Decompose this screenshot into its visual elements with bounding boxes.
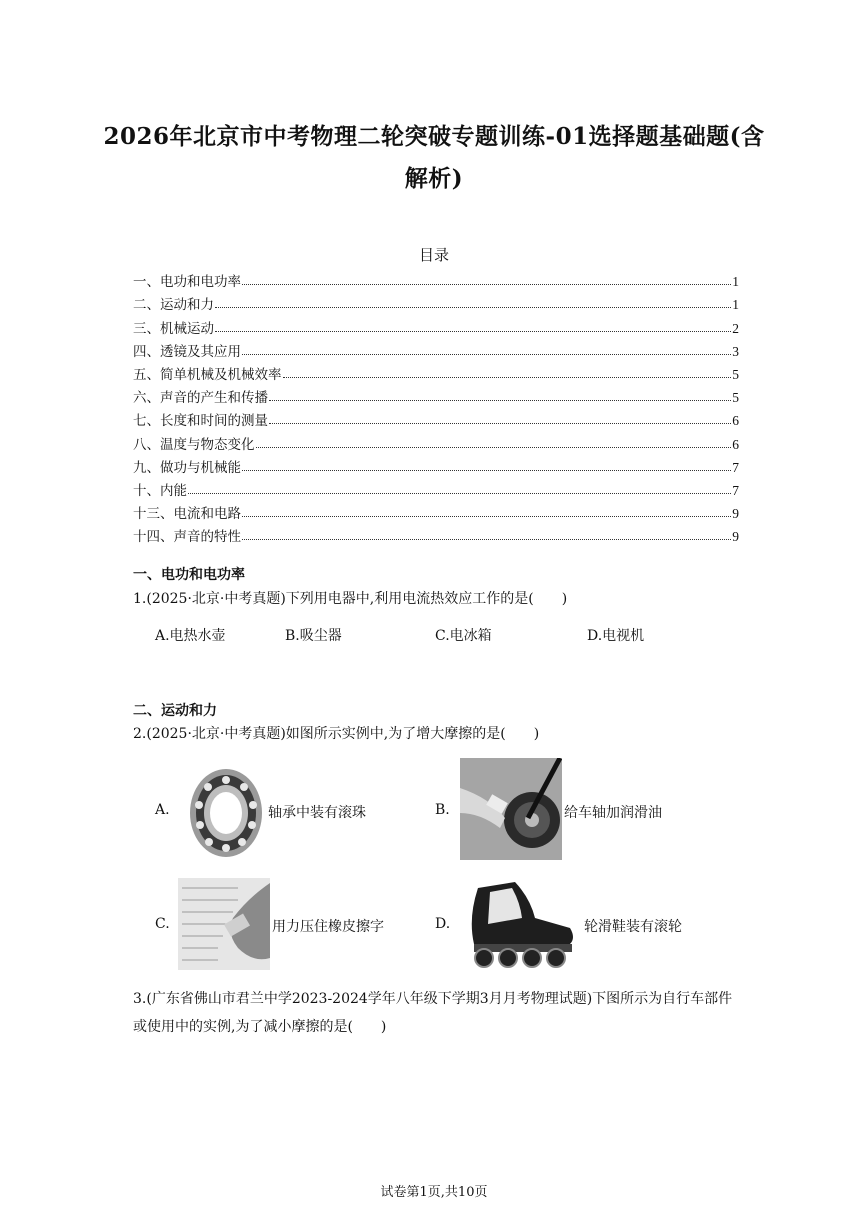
q2-option-d-text: 轮滑鞋装有滚轮 [584,919,682,935]
question-1-stem: 1.(2025·北京·中考真题)下列用电器中,利用电流热效应工作的是( ) [133,591,568,607]
toc-page-number: 3 [732,343,739,359]
toc-row[interactable] [133,383,739,406]
toc-label: 五、简单机械及机械效率 [133,366,282,383]
toc-label: 四、透镜及其应用 [133,343,241,360]
toc-label: 十四、声音的特性 [133,529,241,546]
table-of-contents [133,267,739,545]
roller-skate-illustration [460,878,580,970]
toc-leader-dots [188,492,731,494]
bearing-illustration [182,763,264,861]
toc-leader-dots [242,469,731,471]
toc-row[interactable] [133,406,739,429]
toc-page-number: 5 [732,390,739,406]
q2-option-b-text: 给车轴加润滑油 [564,805,662,821]
toc-leader-dots [242,353,731,355]
doc-title-line1: 2026年北京市中考物理二轮突破专题训练-01选择题基础题(含 [103,123,765,150]
toc-leader-dots [242,283,731,285]
toc-label: 二、运动和力 [133,297,214,314]
toc-row[interactable] [133,290,739,313]
toc-page-number: 7 [732,482,739,498]
bike-axle-illustration [460,758,562,860]
toc-leader-dots [215,306,731,308]
q2-option-d-letter: D. [435,916,451,932]
section-heading-2: 二、运动和力 [133,703,217,719]
toc-row[interactable] [133,337,739,360]
q2-option-c-text: 用力压住橡皮擦字 [272,919,384,935]
toc-row[interactable] [133,267,739,290]
question-2-stem: 2.(2025·北京·中考真题)如图所示实例中,为了增大摩擦的是( ) [133,726,540,742]
q1-option-a: A.电热水壶 [155,628,226,644]
toc-row[interactable] [133,429,739,452]
q1-option-b: B.吸尘器 [285,628,342,644]
toc-label: 六、声音的产生和传播 [133,390,268,407]
toc-label: 九、做功与机械能 [133,459,241,476]
toc-leader-dots [242,515,731,517]
toc-row[interactable] [133,499,739,522]
toc-leader-dots [269,422,731,424]
toc-row[interactable] [133,360,739,383]
toc-page-number: 7 [732,459,739,475]
page-footer: 试卷第1页,共10页 [380,1185,488,1200]
toc-row[interactable] [133,522,739,545]
roller-skate-image [460,878,580,970]
q2-option-c-letter: C. [155,916,170,932]
section-heading-1: 一、电功和电功率 [133,567,245,583]
toc-page-number: 6 [732,436,739,452]
doc-title-line2: 解析) [404,165,464,192]
toc-heading: 目录 [418,246,449,264]
toc-label: 十三、电流和电路 [133,506,241,523]
toc-leader-dots [269,399,731,401]
toc-page-number: 9 [732,506,739,522]
toc-row[interactable] [133,313,739,336]
toc-page-number: 6 [732,413,739,429]
toc-row[interactable] [133,453,739,476]
q2-option-a-letter: A. [155,802,170,818]
bike-axle-oil-image [460,758,562,860]
q2-option-a-text: 轴承中装有滚珠 [268,805,366,821]
toc-page-number: 1 [732,297,739,313]
toc-label: 七、长度和时间的测量 [133,413,268,430]
toc-leader-dots [242,538,731,540]
bearing-image [182,763,264,861]
toc-leader-dots [256,446,732,448]
toc-leader-dots [215,330,731,332]
toc-label: 三、机械运动 [133,320,214,337]
q1-option-d: D.电视机 [587,628,645,644]
toc-page-number: 1 [732,274,739,290]
toc-row[interactable] [133,476,739,499]
toc-label: 八、温度与物态变化 [133,436,255,453]
toc-page-number: 2 [732,320,739,336]
q1-option-c: C.电冰箱 [435,628,492,644]
toc-label: 十、内能 [133,482,187,499]
question-3-stem: 3.(广东省佛山市君兰中学2023-2024学年八年级下学期3月月考物理试题)下图所示为自行车部件或使用中的实例,为了减小摩擦的是( ) [133,991,733,1035]
toc-page-number: 5 [732,366,739,382]
eraser-image [178,878,270,970]
toc-label: 一、电功和电功率 [133,274,241,291]
q2-option-b-letter: B. [435,802,450,818]
toc-leader-dots [283,376,732,378]
eraser-illustration [178,878,270,970]
toc-page-number: 9 [732,529,739,545]
